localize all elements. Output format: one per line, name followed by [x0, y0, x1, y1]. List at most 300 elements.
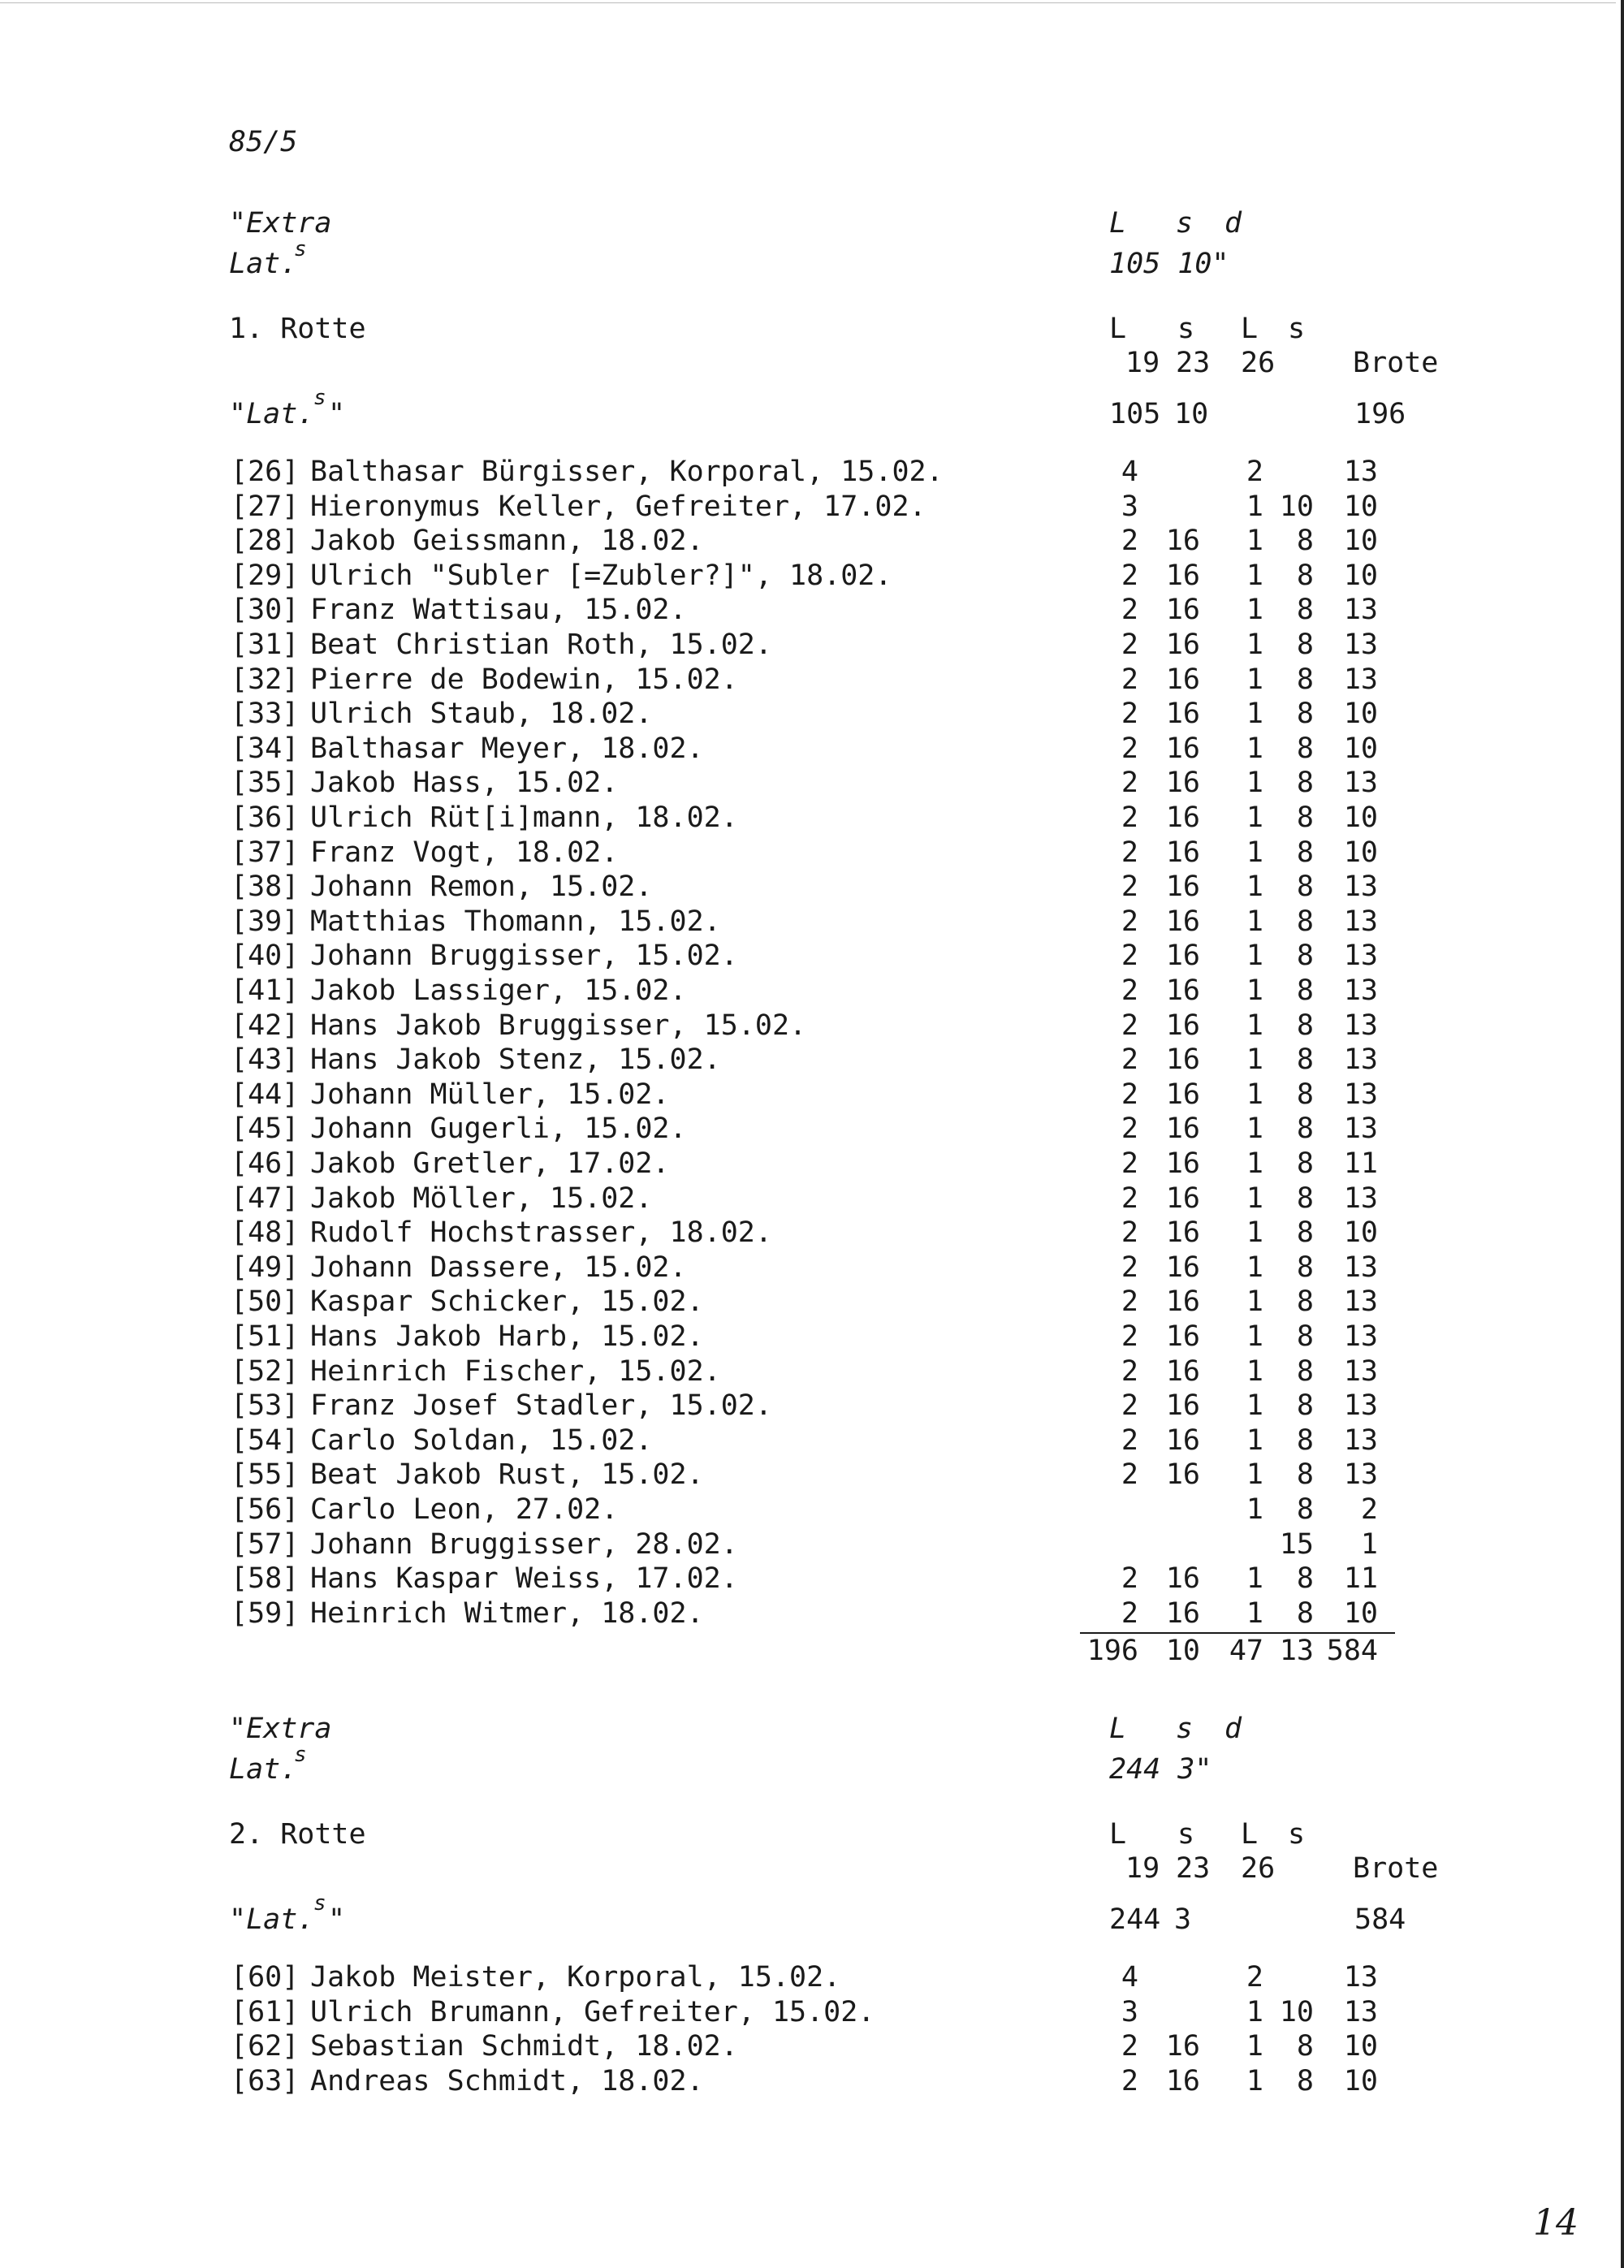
row-name: Balthasar Bürgisser, Korporal, 15.02. [310, 456, 944, 488]
extra-label-superscript: s [294, 237, 307, 261]
row-value-c5: 13 [1343, 1996, 1378, 2028]
row-value-c3: 1 [1246, 767, 1263, 799]
row-value-c5: 13 [1343, 1251, 1378, 1284]
lat-amount-shillings: 3 [1174, 1903, 1192, 1936]
header-l2: L [1241, 1818, 1259, 1851]
row-value-c3: 1 [1246, 801, 1263, 834]
row-id: [40] [231, 940, 300, 972]
row-value-c5: 13 [1343, 1458, 1378, 1491]
row-value-c2: 16 [1165, 1009, 1200, 1042]
total-value-c5: 584 [1326, 1635, 1378, 1667]
row-value-c3: 1 [1246, 1078, 1263, 1111]
row-value-c5: 10 [1343, 1597, 1378, 1630]
lat-label: "Lat. [229, 398, 315, 430]
row-value-c1: 4 [1121, 1961, 1138, 1994]
row-value-c3: 1 [1246, 905, 1263, 938]
row-value-c3: 1 [1246, 1389, 1263, 1422]
row-value-c5: 10 [1343, 801, 1378, 834]
row-id: [59] [231, 1597, 300, 1630]
row-value-c3: 1 [1246, 1216, 1263, 1249]
extra-label: "Extra [229, 1713, 332, 1745]
row-value-c2: 16 [1165, 1285, 1200, 1318]
row-value-c2: 16 [1165, 767, 1200, 799]
row-value-c2: 16 [1165, 1147, 1200, 1180]
row-name: Ulrich Staub, 18.02. [310, 698, 653, 730]
row-value-c1: 2 [1121, 1147, 1138, 1180]
row-value-c1: 2 [1121, 1112, 1138, 1145]
row-value-c1: 2 [1121, 801, 1138, 834]
row-value-c3: 1 [1246, 1355, 1263, 1388]
row-id: [48] [231, 1216, 300, 1249]
row-value-c2: 16 [1165, 629, 1200, 661]
row-value-c3: 1 [1246, 1009, 1263, 1042]
header-currency-l: L [1109, 207, 1127, 240]
header-s1: s [1177, 313, 1195, 345]
row-id: [54] [231, 1424, 300, 1457]
row-value-c3: 1 [1246, 1251, 1263, 1284]
row-id: [53] [231, 1389, 300, 1422]
row-name: Kaspar Schicker, 15.02. [310, 1285, 704, 1318]
row-value-c4: 8 [1296, 594, 1314, 626]
row-id: [56] [231, 1493, 300, 1526]
header-brote: Brote [1353, 1852, 1439, 1885]
row-id: [32] [231, 663, 300, 696]
row-value-c2: 16 [1165, 1355, 1200, 1388]
row-value-c3: 1 [1246, 1996, 1263, 2028]
row-name: Johann Bruggisser, 28.02. [310, 1528, 738, 1561]
row-value-c4: 10 [1279, 490, 1314, 523]
row-value-c3: 1 [1246, 1112, 1263, 1145]
row-value-c4: 8 [1296, 1355, 1314, 1388]
row-value-c2: 16 [1165, 2030, 1200, 2063]
row-value-c1: 2 [1121, 1251, 1138, 1284]
row-value-c5: 13 [1343, 1285, 1378, 1318]
row-value-c4: 8 [1296, 801, 1314, 834]
row-value-c5: 13 [1343, 1320, 1378, 1353]
row-value-c1: 2 [1121, 1182, 1138, 1215]
row-value-c2: 16 [1165, 1562, 1200, 1595]
row-name: Johann Gugerli, 15.02. [310, 1112, 687, 1145]
row-id: [30] [231, 594, 300, 626]
header-currency-l: L [1109, 1713, 1127, 1745]
row-id: [52] [231, 1355, 300, 1388]
row-value-c4: 8 [1296, 525, 1314, 557]
row-value-c1: 2 [1121, 1458, 1138, 1491]
row-value-c4: 8 [1296, 1078, 1314, 1111]
row-value-c4: 8 [1296, 974, 1314, 1007]
row-id: [50] [231, 1285, 300, 1318]
lat-label-superscript: s [313, 386, 326, 410]
row-value-c3: 1 [1246, 2065, 1263, 2097]
row-value-c2: 16 [1165, 974, 1200, 1007]
row-value-c4: 8 [1296, 1112, 1314, 1145]
row-value-c5: 13 [1343, 1043, 1378, 1076]
row-value-c5: 13 [1343, 1389, 1378, 1422]
row-id: [39] [231, 905, 300, 938]
row-value-c3: 1 [1246, 663, 1263, 696]
row-value-c2: 16 [1165, 1182, 1200, 1215]
row-id: [55] [231, 1458, 300, 1491]
row-value-c3: 1 [1246, 1147, 1263, 1180]
row-id: [38] [231, 870, 300, 903]
row-id: [47] [231, 1182, 300, 1215]
row-value-c5: 13 [1343, 1355, 1378, 1388]
rotte-heading: 2. Rotte [229, 1818, 366, 1851]
row-value-c5: 13 [1343, 456, 1378, 488]
row-value-c1: 2 [1121, 1320, 1138, 1353]
row-name: Johann Remon, 15.02. [310, 870, 653, 903]
row-value-c2: 16 [1165, 1320, 1200, 1353]
row-value-c5: 10 [1343, 698, 1378, 730]
row-value-c3: 1 [1246, 1493, 1263, 1526]
row-value-c5: 13 [1343, 940, 1378, 972]
row-value-c2: 16 [1165, 940, 1200, 972]
row-value-c5: 13 [1343, 974, 1378, 1007]
row-value-c3: 1 [1246, 1597, 1263, 1630]
row-value-c5: 10 [1343, 2065, 1378, 2097]
row-value-c2: 16 [1165, 905, 1200, 938]
row-value-c3: 1 [1246, 1562, 1263, 1595]
row-value-c3: 1 [1246, 490, 1263, 523]
row-value-c4: 8 [1296, 1458, 1314, 1491]
row-value-c1: 2 [1121, 1562, 1138, 1595]
lat-label-close-quote: " [328, 398, 346, 430]
row-value-c4: 8 [1296, 1251, 1314, 1284]
row-value-c2: 16 [1165, 525, 1200, 557]
row-name: Rudolf Hochstrasser, 18.02. [310, 1216, 772, 1249]
row-name: Johann Bruggisser, 15.02. [310, 940, 738, 972]
row-value-c5: 13 [1343, 663, 1378, 696]
row-id: [58] [231, 1562, 300, 1595]
row-value-c1: 2 [1121, 1285, 1138, 1318]
row-id: [62] [231, 2030, 300, 2063]
row-value-c5: 13 [1343, 905, 1378, 938]
extra-label-line2: Lat. [229, 248, 298, 280]
row-value-c4: 8 [1296, 1147, 1314, 1180]
row-value-c2: 16 [1165, 559, 1200, 592]
row-value-c4: 15 [1279, 1528, 1314, 1561]
row-value-c1: 3 [1121, 490, 1138, 523]
row-value-c1: 3 [1121, 1996, 1138, 2028]
row-value-c2: 16 [1165, 594, 1200, 626]
row-value-c1: 2 [1121, 974, 1138, 1007]
row-value-c4: 8 [1296, 698, 1314, 730]
total-value-c1: 196 [1086, 1635, 1138, 1667]
row-id: [63] [231, 2065, 300, 2097]
row-value-c4: 8 [1296, 2030, 1314, 2063]
row-name: Hans Jakob Stenz, 15.02. [310, 1043, 721, 1076]
header-rate-26: 26 [1241, 1852, 1276, 1885]
row-value-c5: 13 [1343, 1112, 1378, 1145]
row-value-c5: 13 [1343, 767, 1378, 799]
row-name: Andreas Schmidt, 18.02. [310, 2065, 704, 2097]
row-value-c5: 13 [1343, 1078, 1378, 1111]
row-name: Jakob Geissmann, 18.02. [310, 525, 704, 557]
row-id: [46] [231, 1147, 300, 1180]
row-name: Heinrich Witmer, 18.02. [310, 1597, 704, 1630]
row-id: [45] [231, 1112, 300, 1145]
row-value-c3: 1 [1246, 1182, 1263, 1215]
row-value-c1: 2 [1121, 1389, 1138, 1422]
row-value-c3: 1 [1246, 2030, 1263, 2063]
row-id: [28] [231, 525, 300, 557]
row-name: Jakob Meister, Korporal, 15.02. [310, 1961, 841, 1994]
row-value-c5: 2 [1360, 1493, 1378, 1526]
page-reference: 85/5 [229, 126, 298, 158]
row-value-c2: 16 [1165, 801, 1200, 834]
row-name: Johann Müller, 15.02. [310, 1078, 670, 1111]
header-l1: L [1109, 1818, 1127, 1851]
row-value-c3: 2 [1246, 1961, 1263, 1994]
row-id: [44] [231, 1078, 300, 1111]
row-value-c4: 8 [1296, 732, 1314, 765]
row-value-c4: 8 [1296, 1320, 1314, 1353]
row-name: Jakob Hass, 15.02. [310, 767, 619, 799]
row-value-c4: 8 [1296, 905, 1314, 938]
row-value-c4: 8 [1296, 1216, 1314, 1249]
row-id: [49] [231, 1251, 300, 1284]
row-name: Carlo Soldan, 15.02. [310, 1424, 653, 1457]
row-value-c2: 16 [1165, 2065, 1200, 2097]
header-currency-s: s [1176, 207, 1194, 240]
row-value-c1: 2 [1121, 732, 1138, 765]
scan-right-edge [1621, 0, 1624, 2268]
row-value-c1: 2 [1121, 594, 1138, 626]
row-name: Jakob Lassiger, 15.02. [310, 974, 687, 1007]
header-s2: s [1288, 313, 1306, 345]
row-value-c4: 8 [1296, 1182, 1314, 1215]
row-value-c2: 16 [1165, 732, 1200, 765]
row-value-c4: 8 [1296, 940, 1314, 972]
header-brote: Brote [1353, 347, 1439, 379]
row-name: Hans Jakob Harb, 15.02. [310, 1320, 704, 1353]
row-value-c1: 2 [1121, 663, 1138, 696]
page-number: 14 [1533, 2202, 1579, 2244]
header-l2: L [1241, 313, 1259, 345]
row-value-c1: 2 [1121, 940, 1138, 972]
row-id: [60] [231, 1961, 300, 1994]
lat-brote: 584 [1354, 1903, 1406, 1936]
row-value-c3: 1 [1246, 594, 1263, 626]
row-value-c1: 2 [1121, 1078, 1138, 1111]
lat-brote: 196 [1354, 398, 1406, 430]
row-value-c5: 13 [1343, 1424, 1378, 1457]
row-value-c5: 13 [1343, 1009, 1378, 1042]
lat-amount-shillings: 10 [1174, 398, 1209, 430]
header-currency-d: d [1224, 207, 1242, 240]
row-value-c2: 16 [1165, 698, 1200, 730]
row-id: [34] [231, 732, 300, 765]
row-name: Hans Jakob Bruggisser, 15.02. [310, 1009, 807, 1042]
row-name: Ulrich Brumann, Gefreiter, 15.02. [310, 1996, 875, 2028]
lat-amount-pounds: 105 [1109, 398, 1161, 430]
header-s1: s [1177, 1818, 1195, 1851]
row-name: Ulrich Rüt[i]mann, 18.02. [310, 801, 738, 834]
row-value-c2: 16 [1165, 1043, 1200, 1076]
row-value-c1: 2 [1121, 1009, 1138, 1042]
row-value-c3: 1 [1246, 1285, 1263, 1318]
row-id: [37] [231, 836, 300, 869]
row-name: Hieronymus Keller, Gefreiter, 17.02. [310, 490, 926, 523]
lat-amount-pounds: 244 [1109, 1903, 1161, 1936]
row-value-c3: 1 [1246, 1424, 1263, 1457]
row-id: [33] [231, 698, 300, 730]
row-id: [41] [231, 974, 300, 1007]
row-value-c4: 8 [1296, 1424, 1314, 1457]
row-value-c2: 16 [1165, 870, 1200, 903]
row-value-c3: 1 [1246, 1320, 1263, 1353]
total-value-c3: 47 [1229, 1635, 1263, 1667]
row-id: [27] [231, 490, 300, 523]
row-name: Jakob Möller, 15.02. [310, 1182, 653, 1215]
row-value-c3: 1 [1246, 1043, 1263, 1076]
row-value-c2: 16 [1165, 1389, 1200, 1422]
row-value-c1: 2 [1121, 559, 1138, 592]
row-id: [35] [231, 767, 300, 799]
row-value-c1: 2 [1121, 1355, 1138, 1388]
header-currency-s: s [1176, 1713, 1194, 1745]
row-value-c5: 13 [1343, 1961, 1378, 1994]
row-value-c1: 2 [1121, 905, 1138, 938]
row-value-c1: 2 [1121, 525, 1138, 557]
row-name: Pierre de Bodewin, 15.02. [310, 663, 738, 696]
row-value-c4: 10 [1279, 1996, 1314, 2028]
row-id: [57] [231, 1528, 300, 1561]
row-name: Sebastian Schmidt, 18.02. [310, 2030, 738, 2063]
row-value-c5: 13 [1343, 870, 1378, 903]
row-name: Franz Wattisau, 15.02. [310, 594, 687, 626]
row-value-c2: 16 [1165, 663, 1200, 696]
row-value-c3: 1 [1246, 559, 1263, 592]
row-value-c5: 1 [1360, 1528, 1378, 1561]
row-value-c2: 16 [1165, 1424, 1200, 1457]
row-value-c5: 11 [1343, 1147, 1378, 1180]
row-value-c3: 1 [1246, 940, 1263, 972]
row-value-c4: 8 [1296, 1389, 1314, 1422]
row-value-c3: 1 [1246, 1458, 1263, 1491]
row-value-c5: 13 [1343, 1182, 1378, 1215]
row-value-c2: 16 [1165, 1458, 1200, 1491]
row-id: [36] [231, 801, 300, 834]
row-name: Jakob Gretler, 17.02. [310, 1147, 670, 1180]
row-value-c4: 8 [1296, 1285, 1314, 1318]
row-name: Carlo Leon, 27.02. [310, 1493, 619, 1526]
total-value-c4: 13 [1279, 1635, 1314, 1667]
row-value-c3: 1 [1246, 870, 1263, 903]
row-value-c2: 16 [1165, 1078, 1200, 1111]
extra-label-superscript: s [294, 1743, 307, 1767]
row-value-c2: 16 [1165, 1251, 1200, 1284]
header-rate-23: 23 [1176, 347, 1211, 379]
header-rate-26: 26 [1241, 347, 1276, 379]
row-id: [51] [231, 1320, 300, 1353]
row-value-c1: 2 [1121, 2065, 1138, 2097]
row-name: Matthias Thomann, 15.02. [310, 905, 721, 938]
row-value-c2: 16 [1165, 1216, 1200, 1249]
header-rate-23: 23 [1176, 1852, 1211, 1885]
extra-amount: 105 10" [1109, 248, 1229, 280]
row-name: Hans Kaspar Weiss, 17.02. [310, 1562, 738, 1595]
row-id: [29] [231, 559, 300, 592]
row-id: [43] [231, 1043, 300, 1076]
row-value-c1: 4 [1121, 456, 1138, 488]
row-name: Franz Vogt, 18.02. [310, 836, 619, 869]
row-name: Ulrich "Subler [=Zubler?]", 18.02. [310, 559, 892, 592]
header-rate-19: 19 [1125, 347, 1160, 379]
row-value-c5: 10 [1343, 525, 1378, 557]
lat-label: "Lat. [229, 1903, 315, 1936]
header-currency-d: d [1224, 1713, 1242, 1745]
row-value-c3: 1 [1246, 836, 1263, 869]
extra-label-line2: Lat. [229, 1753, 298, 1786]
row-value-c4: 8 [1296, 559, 1314, 592]
row-value-c5: 10 [1343, 490, 1378, 523]
row-name: Heinrich Fischer, 15.02. [310, 1355, 721, 1388]
row-value-c4: 8 [1296, 870, 1314, 903]
row-value-c4: 8 [1296, 767, 1314, 799]
row-value-c3: 1 [1246, 732, 1263, 765]
row-value-c1: 2 [1121, 870, 1138, 903]
row-name: Balthasar Meyer, 18.02. [310, 732, 704, 765]
row-value-c1: 2 [1121, 1216, 1138, 1249]
row-value-c2: 16 [1165, 1597, 1200, 1630]
extra-amount: 244 3" [1109, 1753, 1212, 1786]
row-value-c4: 8 [1296, 1562, 1314, 1595]
row-value-c4: 8 [1296, 836, 1314, 869]
row-value-c2: 16 [1165, 1112, 1200, 1145]
row-value-c5: 10 [1343, 2030, 1378, 2063]
header-l1: L [1109, 313, 1127, 345]
extra-label: "Extra [229, 207, 332, 240]
row-value-c3: 2 [1246, 456, 1263, 488]
row-name: Beat Christian Roth, 15.02. [310, 629, 772, 661]
row-id: [31] [231, 629, 300, 661]
row-value-c1: 2 [1121, 836, 1138, 869]
header-rate-19: 19 [1125, 1852, 1160, 1885]
row-value-c4: 8 [1296, 663, 1314, 696]
row-value-c4: 8 [1296, 629, 1314, 661]
row-value-c5: 11 [1343, 1562, 1378, 1595]
row-value-c4: 8 [1296, 1597, 1314, 1630]
row-value-c3: 1 [1246, 698, 1263, 730]
row-name: Johann Dassere, 15.02. [310, 1251, 687, 1284]
lat-label-close-quote: " [328, 1903, 346, 1936]
row-value-c1: 2 [1121, 2030, 1138, 2063]
row-value-c4: 8 [1296, 1493, 1314, 1526]
row-value-c1: 2 [1121, 698, 1138, 730]
row-value-c4: 8 [1296, 1009, 1314, 1042]
lat-label-superscript: s [313, 1891, 326, 1916]
scan-top-edge [0, 2, 1616, 3]
row-value-c1: 2 [1121, 1043, 1138, 1076]
row-value-c1: 2 [1121, 1597, 1138, 1630]
row-value-c1: 2 [1121, 1424, 1138, 1457]
row-value-c3: 1 [1246, 629, 1263, 661]
row-value-c4: 8 [1296, 1043, 1314, 1076]
row-value-c5: 10 [1343, 1216, 1378, 1249]
row-value-c5: 10 [1343, 836, 1378, 869]
rotte-heading: 1. Rotte [229, 313, 366, 345]
totals-rule [1080, 1632, 1395, 1634]
row-id: [26] [231, 456, 300, 488]
row-value-c5: 13 [1343, 594, 1378, 626]
row-value-c1: 2 [1121, 767, 1138, 799]
row-value-c1: 2 [1121, 629, 1138, 661]
row-value-c5: 13 [1343, 629, 1378, 661]
row-value-c3: 1 [1246, 974, 1263, 1007]
header-s2: s [1288, 1818, 1306, 1851]
row-id: [61] [231, 1996, 300, 2028]
